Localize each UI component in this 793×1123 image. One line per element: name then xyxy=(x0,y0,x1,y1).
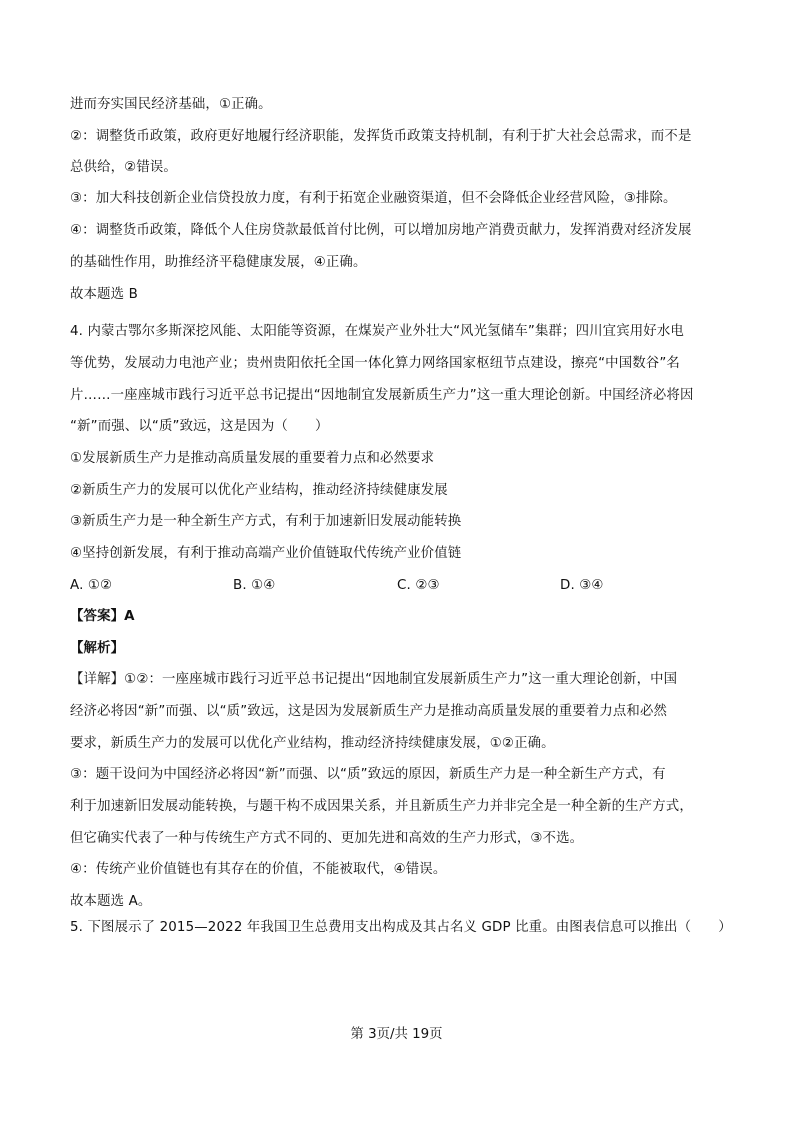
explanation-line: 经济必将因“新”而强、以“质”致远，这是因为发展新质生产力是推动高质量发展的重要着力点和必然 xyxy=(70,704,668,719)
options-row xyxy=(70,577,730,595)
explanation-line: 故本题选 A。 xyxy=(70,894,152,909)
text-line: 进而夯实国民经济基础，①正确。 xyxy=(70,97,272,112)
option-a: A. ①② xyxy=(70,578,113,593)
explanation-line: ④：传统产业价值链也有其存在的价值，不能被取代，④错误。 xyxy=(70,862,447,877)
analysis-label: 【解析】 xyxy=(70,641,125,656)
explanation-line: 【详解】①②：一座座城市践行习近平总书记提出“因地制宜发展新质生产力”这一重大理论创新，中国 xyxy=(70,672,678,687)
explanation-line: 要求，新质生产力的发展可以优化产业结构，推动经济持续健康发展，①②正确。 xyxy=(70,736,555,751)
statement-4: ④坚持创新发展，有利于推动高端产业价值链取代传统产业价值链 xyxy=(70,546,462,561)
option-c: C. ②③ xyxy=(397,578,440,593)
explanation-line: 但它确实代表了一种与传统生产方式不同的、更加先进和高效的生产力形式，③不选。 xyxy=(70,831,584,846)
option-d: D. ③④ xyxy=(560,578,604,593)
question-stem-line: 等优势，发展动力电池产业；贵州贵阳依托全国一体化算力网络国家枢纽节点建设，擦亮“中国数谷”名 xyxy=(70,356,680,371)
statement-2: ②新质生产力的发展可以优化产业结构，推动经济持续健康发展 xyxy=(70,483,448,498)
explanation-line: 利于加速新旧发展动能转换，与题干构不成因果关系，并且新质生产力并非完全是一种全新的生产方式， xyxy=(70,799,693,814)
statement-3: ③新质生产力是一种全新生产方式，有利于加速新旧发展动能转换 xyxy=(70,514,462,529)
answer-line: 【答案】A xyxy=(70,609,135,624)
question-stem-line: 4. 内蒙古鄂尔多斯深挖风能、太阳能等资源，在煤炭产业外壮大“风光氢储车”集群；四川宜宾用好水电 xyxy=(70,324,684,339)
text-line: ③：加大科技创新企业信贷投放力度，有利于拓宽企业融资渠道，但不会降低企业经营风险，③排除。 xyxy=(70,191,677,206)
text-line: 的基础性作用，助推经济平稳健康发展，④正确。 xyxy=(70,255,367,270)
page-number: 第 3页/共 19页 xyxy=(350,1027,443,1042)
question-stem-line: 片……一座座城市践行习近平总书记提出“因地制宜发展新质生产力”这一重大理论创新。中国经济必将因 xyxy=(70,388,694,403)
text-line: ②：调整货币政策，政府更好地履行经济职能，发挥货币政策支持机制，有利于扩大社会总需求，而不是 xyxy=(70,129,692,144)
option-b: B. ①④ xyxy=(233,578,276,593)
statement-1: ①发展新质生产力是推动高质量发展的重要着力点和必然要求 xyxy=(70,451,435,466)
question-5-stem: 5. 下图展示了 2015—2022 年我国卫生总费用支出构成及其占名义 GDP 比重。由图表信息可以推出（ ） xyxy=(70,920,732,935)
text-line: 总供给，②错误。 xyxy=(70,160,177,175)
text-line: 故本题选 B xyxy=(70,287,138,302)
explanation-line: ③：题干设问为中国经济必将因“新”而强、以“质”致远的原因，新质生产力是一种全新生产方式，有 xyxy=(70,767,666,782)
text-line: ④：调整货币政策，降低个人住房贷款最低首付比例，可以增加房地产消费贡献力，发挥消费对经济发展 xyxy=(70,223,692,238)
question-stem-line: “新”而强、以“质”致远，这是因为（ ） xyxy=(70,419,329,434)
